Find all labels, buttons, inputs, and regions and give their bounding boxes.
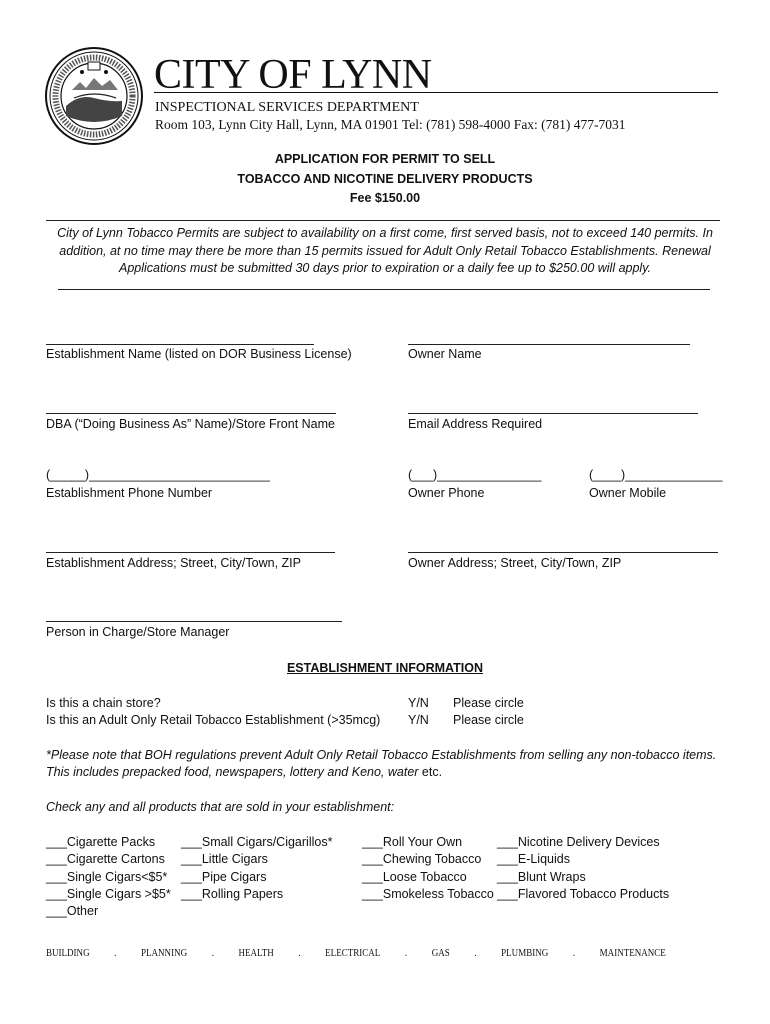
establishment-phone-input[interactable]: (_____)__________________________ bbox=[46, 468, 270, 482]
title-divider bbox=[154, 92, 718, 93]
owner-mobile-input[interactable]: (____)______________ bbox=[589, 468, 723, 482]
footer-item: MAINTENANCE bbox=[599, 947, 666, 959]
boh-note-line2-italic: This includes prepacked food, newspapers, lottery and Keno, water bbox=[46, 765, 419, 779]
department-address: Room 103, Lynn City Hall, Lynn, MA 01901 Tel: (781) 598-4000 Fax: (781) 477-7031 bbox=[155, 117, 626, 132]
product-checkbox-item[interactable]: ___Roll Your Own bbox=[362, 835, 463, 849]
chain-store-question: Is this a chain store? bbox=[46, 696, 161, 710]
footer-item: GAS bbox=[431, 947, 450, 959]
footer-separator: . bbox=[211, 947, 214, 959]
footer-separator: . bbox=[474, 947, 477, 959]
establishment-phone-label: Establishment Phone Number bbox=[46, 486, 213, 500]
application-title-line2: TOBACCO AND NICOTINE DELIVERY PRODUCTS bbox=[237, 172, 533, 186]
product-checkbox-item[interactable]: ___Single Cigars >$5* bbox=[46, 887, 171, 901]
boh-note: *Please note that BOH regulations prevent Adult Only Retail Tobacco Establishments from selling any non-tobacco items. bbox=[46, 748, 717, 762]
boh-note-line2 bbox=[46, 765, 442, 779]
email-label: Email Address Required bbox=[408, 417, 543, 431]
owner-name-label: Owner Name bbox=[408, 347, 482, 361]
products-intro: Check any and all products that are sold in your establishment: bbox=[46, 800, 395, 814]
chain-store-yn[interactable]: Y/N bbox=[408, 696, 429, 710]
adult-only-yn[interactable]: Y/N bbox=[408, 713, 429, 727]
chain-store-circle-hint: Please circle bbox=[453, 696, 524, 710]
city-seal-logo bbox=[44, 46, 144, 146]
footer-separator: . bbox=[572, 947, 576, 959]
product-checkbox-item[interactable]: ___Small Cigars/Cigarillos* bbox=[181, 835, 333, 849]
application-fee: Fee $150.00 bbox=[349, 191, 421, 205]
product-checkbox-item[interactable]: ___Rolling Papers bbox=[181, 887, 284, 901]
product-checkbox-item[interactable]: ___Other bbox=[46, 904, 99, 918]
notice-top-divider bbox=[46, 220, 720, 221]
adult-only-circle-hint: Please circle bbox=[453, 713, 524, 727]
product-checkbox-item[interactable]: ___Single Cigars<$5* bbox=[46, 870, 168, 884]
dba-label: DBA (“Doing Business As” Name)/Store Front Name bbox=[46, 417, 335, 431]
owner-name-input[interactable] bbox=[408, 344, 690, 345]
footer-item: PLUMBING bbox=[501, 947, 549, 959]
product-checkbox-item[interactable]: ___Cigarette Cartons bbox=[46, 852, 165, 866]
product-checkbox-item[interactable]: ___Chewing Tobacco bbox=[362, 852, 482, 866]
establishment-address-label: Establishment Address; Street, City/Town, ZIP bbox=[46, 556, 301, 570]
footer-item: PLANNING bbox=[141, 947, 188, 959]
footer-item: HEALTH bbox=[238, 947, 274, 959]
owner-mobile-label: Owner Mobile bbox=[589, 486, 667, 500]
department-name: INSPECTIONAL SERVICES DEPARTMENT bbox=[155, 100, 419, 115]
product-checkbox-item[interactable]: ___Blunt Wraps bbox=[497, 870, 586, 884]
email-input[interactable] bbox=[408, 413, 698, 414]
footer-item: BUILDING bbox=[46, 947, 90, 959]
product-checkbox-item[interactable]: ___Nicotine Delivery Devices bbox=[497, 835, 660, 849]
application-title-line1: APPLICATION FOR PERMIT TO SELL bbox=[274, 152, 496, 166]
notice-bottom-divider bbox=[58, 289, 710, 290]
product-checkbox-item[interactable]: ___Pipe Cigars bbox=[181, 870, 267, 884]
person-in-charge-label: Person in Charge/Store Manager bbox=[46, 625, 230, 639]
product-checkbox-item[interactable]: ___Little Cigars bbox=[181, 852, 268, 866]
owner-address-label: Owner Address; Street, City/Town, ZIP bbox=[408, 556, 622, 570]
owner-phone-label: Owner Phone bbox=[408, 486, 485, 500]
product-checkbox-item[interactable]: ___Flavored Tobacco Products bbox=[497, 887, 670, 901]
adult-only-question: Is this an Adult Only Retail Tobacco Establishment (>35mcg) bbox=[46, 713, 381, 727]
footer-separator: . bbox=[114, 947, 117, 959]
footer-separator: . bbox=[298, 947, 301, 959]
product-checkbox-item[interactable]: ___Loose Tobacco bbox=[362, 870, 467, 884]
dba-input[interactable] bbox=[46, 413, 336, 414]
owner-phone-input[interactable]: (___)_______________ bbox=[408, 468, 542, 482]
footer-departments bbox=[46, 947, 666, 959]
footer-separator: . bbox=[404, 947, 408, 959]
establishment-address-input[interactable] bbox=[46, 552, 335, 553]
permit-notice: City of Lynn Tobacco Permits are subject to availability on a first come, first served basis, not to exceed 140 permits. In addition, at no time may there be more than 15 permits issued for Adult Only Retail Tobacco Establishments. Renewal Applications must be submitted 30 days prior to expiration or a daily fee up to $250.00 will apply. bbox=[57, 226, 713, 275]
owner-address-input[interactable] bbox=[408, 552, 718, 553]
product-checkbox-item[interactable]: ___E-Liquids bbox=[497, 852, 570, 866]
establishment-name-label: Establishment Name (listed on DOR Business License) bbox=[46, 347, 352, 361]
boh-note-line2-tail: etc. bbox=[418, 765, 443, 779]
product-checkbox-item[interactable]: ___Cigarette Packs bbox=[46, 835, 156, 849]
footer-item: ELECTRICAL bbox=[325, 947, 381, 959]
person-in-charge-input[interactable] bbox=[46, 621, 342, 622]
establishment-info-heading: ESTABLISHMENT INFORMATION bbox=[286, 661, 484, 675]
product-checkbox-item[interactable]: ___Smokeless Tobacco bbox=[362, 887, 494, 901]
city-title: CITY OF LYNN bbox=[154, 52, 432, 98]
establishment-name-input[interactable] bbox=[46, 344, 314, 345]
